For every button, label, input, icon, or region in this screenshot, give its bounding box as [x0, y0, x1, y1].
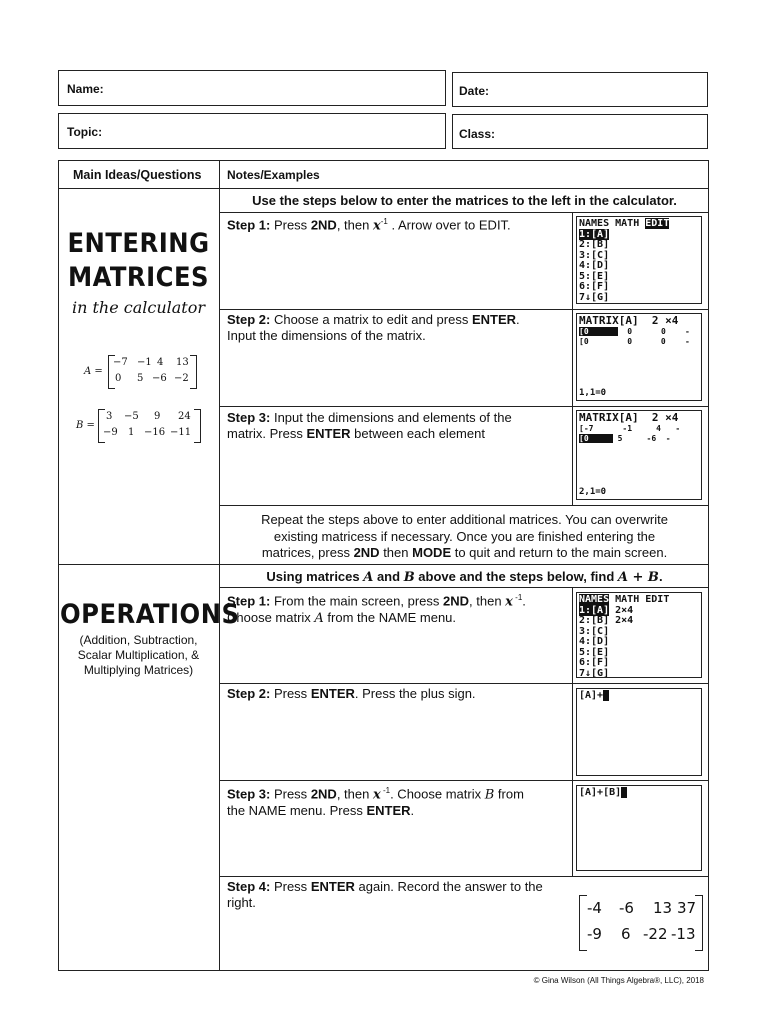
topic-field[interactable] — [58, 113, 446, 149]
section1-subtitle: in the calculator — [71, 298, 206, 317]
section1-title — [60, 227, 217, 295]
answer-cell: -4 — [587, 899, 602, 917]
matrix-a-cell: −2 — [174, 373, 189, 384]
section1-title-line2: MATRICES — [67, 262, 210, 293]
section-divider — [58, 564, 709, 565]
answer-cell: -6 — [619, 899, 634, 917]
name-label: Name: — [67, 82, 104, 96]
answer-cell: 13 — [653, 899, 673, 917]
s1-screen-column-divider — [572, 212, 573, 505]
class-label: Class: — [459, 127, 496, 141]
answer-cell: -22 — [643, 925, 668, 943]
s1-step2-text: Step 2: Choose a matrix to edit and press ENTER. Input the dimensions of the matrix. — [227, 312, 520, 343]
section2-instruction: Using matrices A and B above and the steps below, find A + B. — [266, 569, 663, 585]
s2-instruction-divider — [219, 587, 709, 588]
s1-repeat-instructions: Repeat the steps above to enter additional matrices. You can overwrite existing matricess if necessary. Once you are finished entering the matrices, press 2ND then MODE to quit and return to the main screen. — [261, 512, 668, 560]
matrix-a-cell: 13 — [176, 357, 189, 368]
section1-title-line1: ENTERING — [67, 228, 210, 259]
matrix-b-label: B = — [76, 420, 95, 431]
s1-calculator-screen-matrix-menu: NAMES MATH EDIT 1:[A] 2:[B] 3:[C] 4:[D] 5:[E] 6:[F] 7↓[G] — [576, 216, 702, 304]
matrix-a-cell: 4 — [157, 357, 164, 368]
name-field[interactable] — [58, 70, 446, 106]
matrix-b-cell: −16 — [144, 427, 166, 438]
s2-step4-text: Step 4: Press ENTER again. Record the answer to the right. — [227, 879, 543, 910]
s1-calculator-screen-matrix-entries: MATRIX[A] 2 ×4 [-7 -1 4 - [0 5 -6 - 2,1=0 — [576, 410, 702, 500]
s2-step2-text: Step 2: Press ENTER. Press the plus sign. — [227, 686, 476, 701]
s1-calculator-screen-matrix-edit: MATRIX[A] 2 ×4 [0 0 0 - [0 0 0 - 1,1=0 — [576, 313, 702, 401]
section2-description: (Addition, Subtraction, Scalar Multiplication, & Multiplying Matrices) — [77, 633, 200, 677]
s2-step3-text: Step 3: Press 2ND, then x $^{-1}$. Choose matrix B from the NAME menu. Press ENTER. — [227, 786, 524, 819]
column-divider — [219, 160, 220, 971]
class-field[interactable] — [452, 114, 708, 149]
matrix-a-cell: −6 — [152, 373, 167, 384]
matrix-b-cell: 3 — [106, 411, 113, 422]
matrix-b-cell: −5 — [124, 411, 139, 422]
matrix-a-cell: −1 — [137, 357, 152, 368]
header-row-divider — [58, 188, 709, 189]
answer-cell: -13 — [671, 925, 696, 943]
date-field[interactable] — [452, 72, 708, 107]
topic-label: Topic: — [67, 125, 103, 139]
s2-step1-text: Step 1: From the main screen, press 2ND, then x $^{-1}$. Choose matrix A from the NAME menu. — [227, 593, 526, 627]
matrix-a — [84, 355, 204, 389]
s1-step1-divider — [219, 309, 709, 310]
col-header-notes: Notes/Examples — [227, 168, 320, 182]
s1-step2-divider — [219, 406, 709, 407]
section2-title: OPERATIONS — [60, 599, 240, 630]
matrix-b-cell: −11 — [170, 427, 192, 438]
matrix-b-cell: −9 — [103, 427, 118, 438]
answer-cell: 6 — [621, 925, 631, 943]
matrix-b-cell: 9 — [154, 411, 161, 422]
section1-instruction: Use the steps below to enter the matrices to the left in the calculator. — [252, 193, 677, 208]
matrix-a-label: A = — [84, 366, 103, 377]
s1-step3-divider — [219, 505, 709, 506]
matrix-a-cell: 0 — [115, 373, 122, 384]
matrix-b-cell: 24 — [178, 411, 191, 422]
answer-matrix — [577, 893, 707, 953]
s2-step3-divider — [219, 876, 709, 877]
answer-cell: 37 — [677, 899, 697, 917]
date-label: Date: — [459, 84, 490, 98]
s1-step3-text: Step 3: Input the dimensions and elements of the matrix. Press ENTER between each element — [227, 410, 512, 441]
s1-instruction-divider — [219, 212, 709, 213]
s1-step1-text: Step 1: Press 2ND, then $x^{-1}$ . Arrow over to EDIT. — [227, 217, 511, 234]
s2-step2-divider — [219, 780, 709, 781]
matrix-b-cell: 1 — [128, 427, 135, 438]
s2-calculator-screen-plus: [A]+ — [576, 688, 702, 776]
s2-step1-divider — [219, 683, 709, 684]
s2-screen-column-divider — [572, 587, 573, 876]
col-header-main-ideas: Main Ideas/Questions — [73, 168, 202, 182]
answer-cell: -9 — [587, 925, 602, 943]
s2-calculator-screen-sum: [A]+[B] — [576, 785, 702, 871]
matrix-b — [76, 409, 206, 443]
matrix-a-cell: 5 — [137, 373, 144, 384]
matrix-a-cell: −7 — [113, 357, 128, 368]
copyright-footer: © Gina Wilson (All Things Algebra®, LLC), 2018 — [533, 976, 704, 985]
s2-calculator-screen-names-menu: NAMES MATH EDIT 1:[A] 2×4 2:[B] 2×4 3:[C] 4:[D] 5:[E] 6:[F] 7↓[G] — [576, 592, 702, 678]
